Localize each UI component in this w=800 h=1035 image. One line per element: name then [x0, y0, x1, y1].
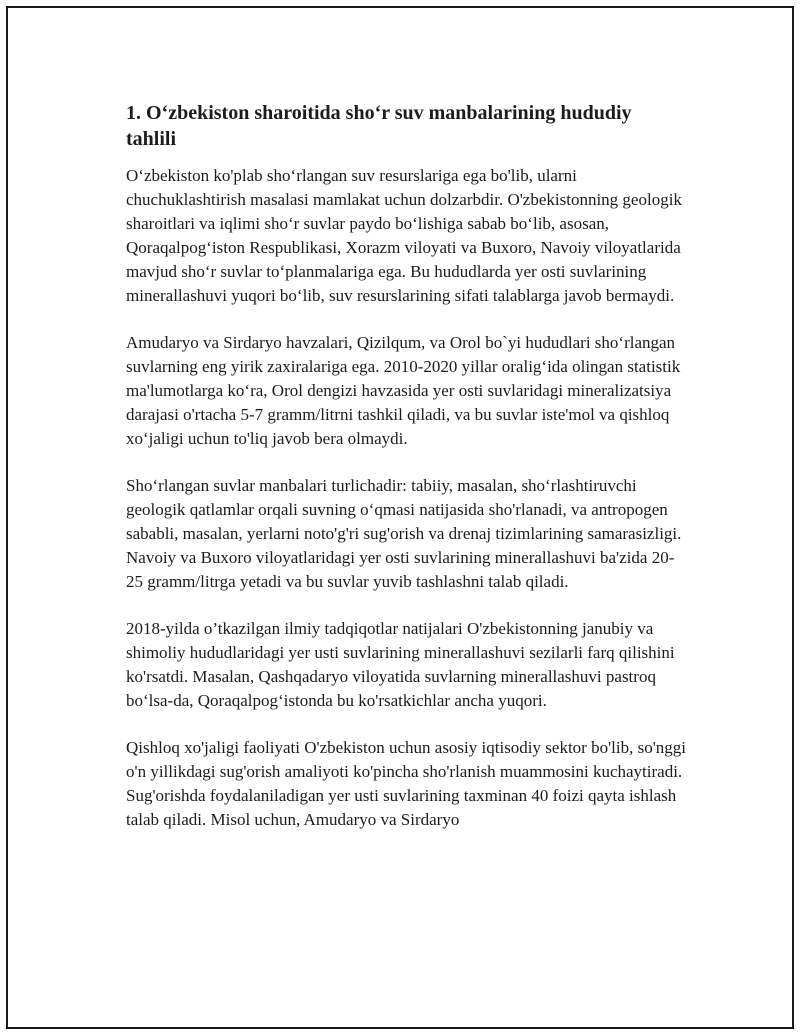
paragraph-1: O‘zbekiston ko'plab sho‘rlangan suv resurslariga ega bo'lib, ularni chuchuklashtirish masalasi mamlakat uchun dolzarbdir. O'zbekistonning geologik sharoitlari va iqlimi sho‘r suvlar paydo bo‘lishiga sabab bo‘lib, asosan, Qoraqalpog‘iston Respublikasi, Xorazm viloyati va Buxoro, Navoiy viloyatlarida mavjud sho‘r suvlar to‘planmalariga ega. Bu hududlarda yer osti suvlarining minerallashuvi yuqori bo‘lib, suv resurslarining sifati talablarga javob bermaydi.	[126, 166, 682, 305]
paragraph-5: Qishloq xo'jaligi faoliyati O'zbekiston uchun asosiy iqtisodiy sektor bo'lib, so'nggi o'n yillikdagi sug'orish amaliyoti ko'pincha sho'rlanish muammosini kuchaytiradi. Sug'orishda foydalaniladigan yer usti suvlarining taxminan 40 foizi qayta ishlash talab qiladi. Misol uchun, Amudaryo va Sirdaryo	[126, 738, 686, 829]
paragraph-2: Amudaryo va Sirdaryo havzalari, Qizilqum, va Orol bo`yi hududlari sho‘rlangan suvlarning eng yirik zaxiralariga ega. 2010-2020 yillar oralig‘ida olingan statistik ma'lumotlarga ko‘ra, Orol dengizi havzasida yer osti suvlaridagi mineralizatsiya darajasi o'rtacha 5-7 gramm/litrni tashkil qiladi, va bu suvlar iste'mol va qishloq xo‘jaligi uchun to'liq javob bera olmaydi.	[126, 333, 681, 448]
document-body	[126, 100, 686, 855]
section-heading: 1. O‘zbekiston sharoitida sho‘r suv manbalarining hududiy tahlili	[126, 102, 632, 150]
paragraph-3: Sho‘rlangan suvlar manbalari turlichadir: tabiiy, masalan, sho‘rlashtiruvchi geologik qatlamlar orqali suvning o‘qmasi natijasida sho'rlanadi, va antropogen sababli, masalan, yerlarni noto'g'ri sug'orish va drenaj tizimlarining samarasizligi. Navoiy va Buxoro viloyatlaridagi yer osti suvlarining minerallashuvi ba'zida 20-25 gramm/litrga yetadi va bu suvlar yuvib tashlashni talab qiladi.	[126, 476, 682, 591]
paragraph-4: 2018-yilda o’tkazilgan ilmiy tadqiqotlar natijalari O'zbekistonning janubiy va shimoliy hududlaridagi yer usti suvlarining minerallashuvi sezilarli farq qilishini ko'rsatdi. Masalan, Qashqadaryo viloyatida suvlarning minerallashuvi pastroq bo‘lsa-da, Qoraqalpog‘istonda bu ko'rsatkichlar ancha yuqori.	[126, 619, 675, 710]
document-page	[6, 6, 794, 1029]
